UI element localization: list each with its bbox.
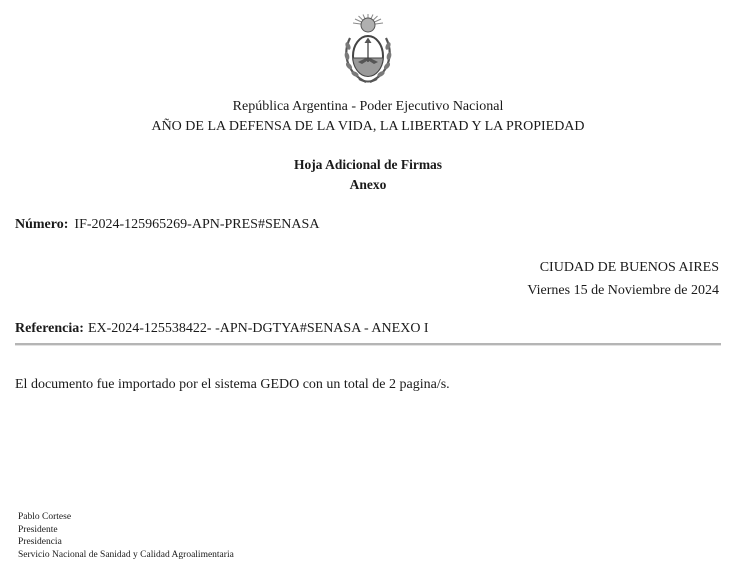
numero-value: IF-2024-125965269-APN-PRES#SENASA: [74, 217, 320, 232]
numero-row: [15, 215, 319, 234]
section-divider: [15, 343, 721, 346]
signature-block: [18, 511, 234, 561]
referencia-row: [15, 319, 429, 338]
referencia-value: EX-2024-125538422- -APN-DGTYA#SENASA - ANEXO I: [87, 321, 429, 336]
signer-office: Presidencia: [18, 537, 62, 548]
header-institution: República Argentina - Poder Ejecutivo Nacional: [232, 99, 504, 114]
body-text: El documento fue importado por el sistema GEDO con un total de 2 pagina/s.: [15, 377, 450, 392]
numero-label: Número:: [15, 217, 69, 232]
location-city: CIUDAD DE BUENOS AIRES: [539, 260, 719, 275]
document-title: Hoja Adicional de Firmas: [293, 157, 443, 172]
document-subtitle: Anexo: [349, 177, 387, 192]
referencia-label: Referencia:: [15, 321, 84, 336]
signer-role: Presidente: [18, 524, 58, 535]
signer-name: Pablo Cortese: [18, 512, 72, 522]
coat-of-arms-icon: [339, 12, 397, 88]
header-year-motto: AÑO DE LA DEFENSA DE LA VIDA, LA LIBERTAD Y LA PROPIEDAD: [151, 119, 585, 134]
document-date: Viernes 15 de Noviembre de 2024: [527, 283, 719, 298]
signer-organization: Servicio Nacional de Sanidad y Calidad Agroalimentaria: [18, 549, 234, 560]
